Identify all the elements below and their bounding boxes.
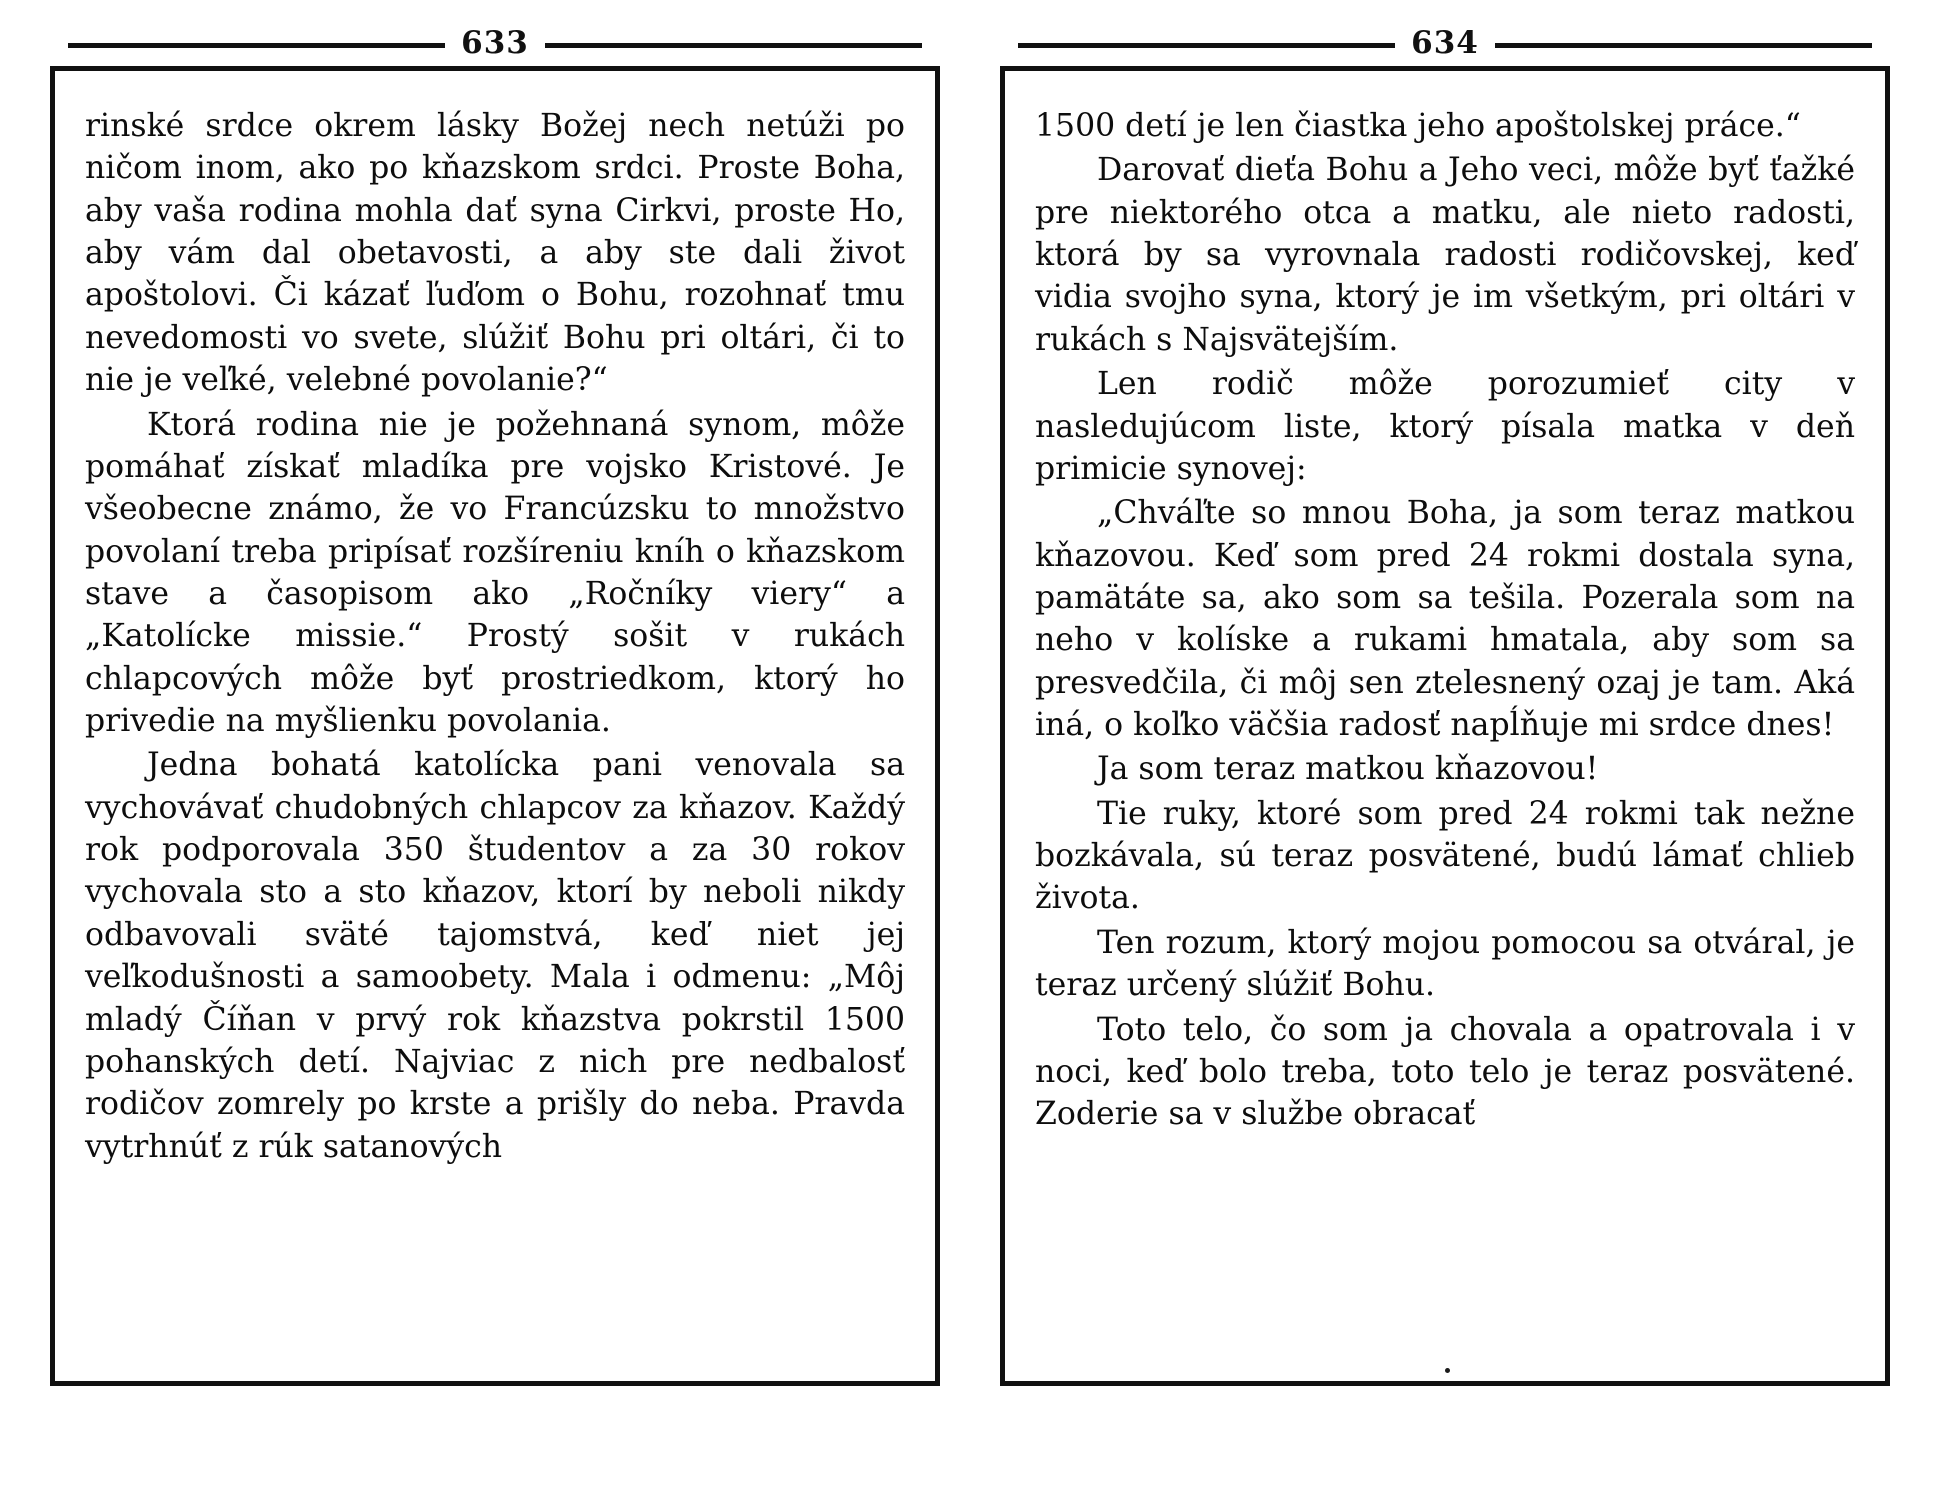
paragraph: 1500 detí je len čiastka jeho apoštolskej práce.“ <box>1035 108 1801 144</box>
paragraph: Ktorá rodina nie je požehnaná synom, môže pomáhať získať mladíka pre vojsko Kristové. Je všeobecne známo, že vo Francúzsku to množstvo povolaní treba pripísať rozšíreniu kníh o kňazskom stave a časopisom ako „Ročníky viery“ a „Katolícke missie.“ Prostý sošit v rukách chlapcových môže byť prostriedkom, ktorý ho privedie na myšlienku povolania. <box>85 406 905 740</box>
page-left <box>50 20 940 1500</box>
paragraph: Ja som teraz matkou kňazovou! <box>1097 751 1599 788</box>
paragraph: „Chváľte so mnou Boha, ja som teraz matkou kňazovou. Keď som pred 24 rokmi dostala syna, pamätáte sa, ako som sa tešila. Pozerala som na neho v kolíske a rukami hmatala, aby som sa presvedčila, či môj sen ztelesnený ozaj je tam. Aká iná, o koľko väčšia radosť napĺňuje mi srdce dnes! <box>1035 495 1855 744</box>
paragraph: rinské srdce okrem lásky Božej nech netúži po ničom inom, ako po kňazskom srdci. Proste Boha, aby vaša rodina mohla dať syna Cirkvi, proste Ho, aby vám dal obetavosti, a aby ste dali život apoštolovi. Či kázať ľuďom o Bohu, rozohnať tmu nevedomosti vo svete, slúžiť Bohu pri oltári, či to nie je veľké, velebné povolanie?“ <box>85 108 905 399</box>
text-frame-right <box>1000 66 1890 1386</box>
paragraph: Tie ruky, ktoré som pred 24 rokmi tak nežne bozkávala, sú teraz posvätené, budú lámať chlieb života. <box>1035 795 1855 917</box>
body-text-left <box>85 105 905 1168</box>
page-number-left: 633 <box>461 25 529 61</box>
page-right <box>1000 20 1890 1500</box>
page-number-right: 634 <box>1411 25 1479 61</box>
paragraph: Ten rozum, ktorý mojou pomocou sa otváral, je teraz určený slúžiť Bohu. <box>1035 924 1855 1004</box>
header-rule-right <box>545 43 922 48</box>
header-rule-right <box>1495 43 1872 48</box>
header-rule-left <box>68 43 445 48</box>
page-header-right <box>1000 20 1890 66</box>
paragraph: Jedna bohatá katolícka pani venovala sa vychovávať chudobných chlapcov za kňazov. Každý rok podporovala 350 študentov a za 30 rokov vychovala sto a sto kňazov, ktorí by neboli nikdy odbavovali sväté tajomstvá, keď niet jej veľkodušnosti a samoobety. Mala i odmenu: „Môj mladý Číňan v prvý rok kňazstva pokrstil 1500 pohanských detí. Najviac z nich pre nedbalosť rodičov zomrely po krste a prišly do neba. Pravda vytrhnúť z rúk satanových <box>85 747 905 1165</box>
body-text-right <box>1035 105 1855 1136</box>
paragraph: Darovať dieťa Bohu a Jeho veci, môže byť ťažké pre niektorého otca a matku, ale nieto radosti, ktorá by sa vyrovnala radosti rodičovskej, keď vidia svojho syna, ktorý je im všetkým, pri oltári v rukách s Najsvätejším. <box>1035 152 1855 358</box>
paragraph: Len rodič môže porozumieť city v nasledujúcom liste, ktorý písala matka v deň primicie synovej: <box>1035 366 1855 487</box>
page-header-left <box>50 20 940 66</box>
header-rule-left <box>1018 43 1395 48</box>
paragraph: Toto telo, čo som ja chovala a opatrovala i v noci, keď bolo treba, toto telo je teraz posvätené. Zoderie sa v službe obracať <box>1035 1011 1855 1133</box>
text-frame-left <box>50 66 940 1386</box>
ink-speck <box>1445 1368 1450 1373</box>
